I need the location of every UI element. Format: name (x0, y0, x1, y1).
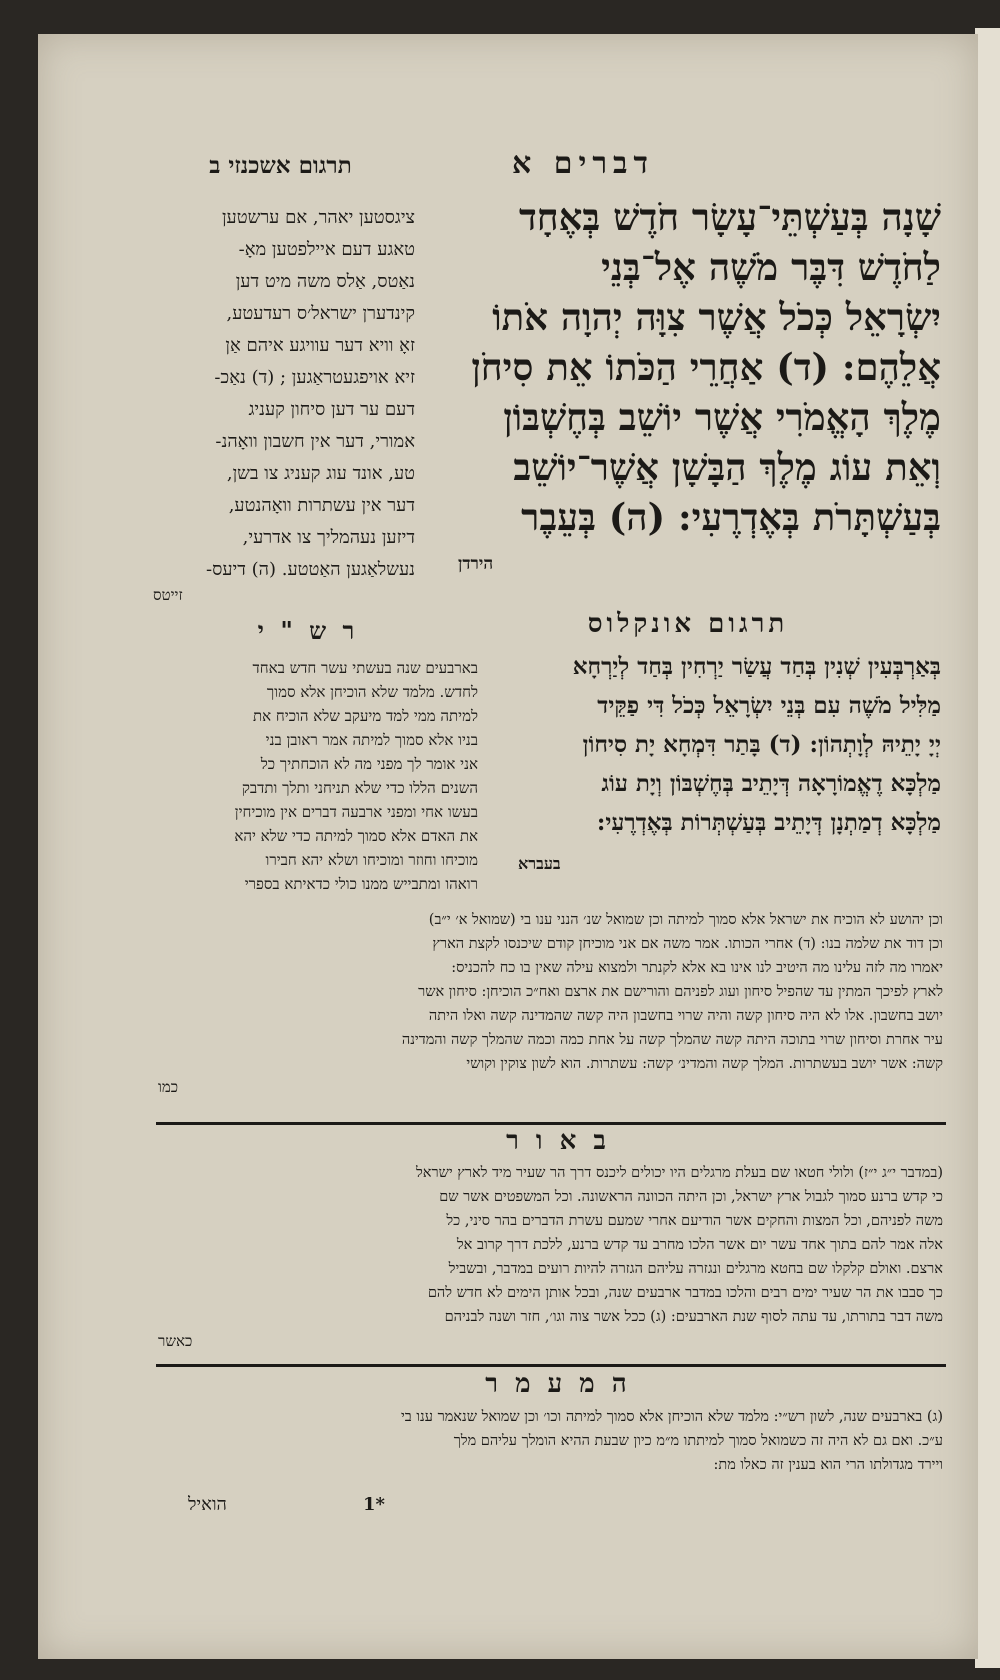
rashi-line: לחדש. מלמד שלא הוכיחן אלא סמוך (266, 683, 478, 701)
translation-line: ציגסטען יאהר, אם ערשטען (221, 207, 415, 228)
translation-line: טע, אונד עוג קעניג צו בשן, (226, 463, 415, 484)
biur-line: משה לפניהם, וכל המצות והחקים אשר הודיעם אחרי שמעם עשרת הדברים בהר סיני, כל (446, 1213, 943, 1229)
biur-line: ארצם. ואולם קלקלו שם בחטא מרגלים ונגזרה עליהם הגזרה להיות רועים במדבר, ובשביל (448, 1261, 943, 1277)
rashi-full-line: עיר אחרת וסיחון שרוי בתוכה היתה קשה שהמלך קשה על אחת כמה וכמה שהמלך קשה והמדינה (401, 1032, 943, 1048)
torah-line: וְאֵת עוֹג מֶלֶךְ הַבָּשָׁן אֲשֶׁר־יוֹשֵׁב (513, 445, 941, 489)
rashi-line: למיתה ממי למד מיעקב שלא הוכיח את (252, 707, 478, 725)
torah-catchword: הירדן (458, 554, 494, 574)
rashi-full-line: וכן יהושע לא הוכיח את ישראל אלא סמוך למיתה וכן שמואל שנ׳ הנני ענו בי (שמואל א׳ י״ב) (428, 912, 943, 928)
rashi-line: בעשו אחי ומפני ארבעה דברים אין מוכיחין (234, 803, 478, 821)
rashi-line: את האדם אלא סמוך למיתה כדי שלא יהא (234, 827, 478, 845)
rashi-full-line: לארץ לפיכך המתין עד שהפיל סיחון ועוג לפניהם והורישם את ארצם ואח״כ הוכיחן: סיחון אשר (418, 984, 943, 1000)
hameamer-title: ה מ ע מ ר (485, 1369, 631, 1399)
translation-line: קינדערן ישראל׳ס רעדעטע, (226, 303, 415, 324)
translation-line: זאָ וויא דער עוויגע איהם אַן (225, 335, 415, 356)
signature-mark: 1* (363, 1494, 385, 1515)
section-divider (156, 1364, 946, 1367)
translation-line: טאגע דעם איילפטען מאָ- (238, 239, 415, 260)
translation-line: זיא אויפגעטראַגען ; (ד) נאַכ- (214, 367, 415, 388)
torah-line: לַחֹדֶשׁ דִּבֶּר מֹשֶׁה אֶל־בְּנֵי (601, 245, 941, 289)
biur-catchword: כאשר (158, 1332, 193, 1350)
torah-line: בְּעַשְׁתָּרֹת בְּאֶדְרֶעִי: (ה) בְּעֵבֶר (521, 495, 941, 539)
torah-line: יִשְׂרָאֵל כְּכֹל אֲשֶׁר צִוָּה יְהוָה אֹתוֹ (492, 295, 941, 339)
hameamer-line: ויירד מגדולתו הרי הוא בענין זה כאלו מת: (713, 1457, 943, 1473)
translation-line: נעשלאַגען האַטטע. (ה) דיעס- (206, 559, 415, 580)
onkelos-line: מַלְכָּא דֶאֱמוֹרָאָה דְּיָתֵיב בְּחֶשְׁבּוֹן וְיָת עוֹג (601, 770, 941, 797)
book-page (38, 34, 978, 1659)
rashi-full-line: יאמרו מה לזה עלינו מה היטיב לנו אינו בא אלא לקנתר ולמצוא עילה שאין בו כח להכניס: (451, 960, 943, 976)
rashi-full-line: וכן דוד את שלמה בנו: (ד) אחרי הכותו. אמר משה אם אני מוכיחן קודם שיכנסו לקצת הארץ (432, 936, 943, 952)
section-divider (156, 1122, 946, 1125)
biur-line: כך סבבו את הר שעיר ימים רבים והלכו במדבר ארבעים שנה, ובכל אותן הימים לא חדש להם (427, 1285, 943, 1301)
onkelos-line: בְּאַרְבְּעִין שְׁנִין בְּחַד עֲשַׂר יַרְחִין בְּחַד לְיַרְחָא (572, 653, 941, 680)
onkelos-line: מַלְכָּא דְמַתְנָן דְּיָתֵיב בְּעַשְׁתְּרוֹת בְּאֶדְרֶעִי: (596, 809, 941, 836)
translation-line: דעם ער דען סיחון קעניג (248, 399, 415, 420)
biur-line: משה דבר בתורתו, עד עתה לסוף שנת הארבעים: (ג) ככל אשר צוה וגו׳, חזר ושנה לבניהם (444, 1309, 943, 1325)
translation-line: דיזען נעהמליך צו אדרעי, (242, 527, 415, 548)
rashi-catchword: כמו (158, 1078, 179, 1096)
torah-line: מֶלֶךְ הָאֱמֹרִי אֲשֶׁר יוֹשֵׁב בְּחֶשְׁבּוֹן (503, 395, 941, 439)
onkelos-title: תרגום אונקלוס (587, 609, 789, 639)
footer-catchword: הואיל (188, 1494, 227, 1515)
hameamer-line: (ג) בארבעים שנה, לשון רש״י: מלמד שלא הוכיחן אלא סמוך למיתה וכו׳ וכן שמואל שנאמר ענו בי (400, 1409, 943, 1425)
biur-line: אלה אמר להם בתוך אחד עשר יום אשר הלכו מחרב עד קדש ברנע, ללכת דרך קרוב אל (456, 1237, 943, 1253)
onkelos-line: יְיָ יָתֵיהּ לְוָתְהוֹן: (ד) בָּתַר דִּמְחָא יָת סִיחוֹן (582, 731, 941, 758)
rashi-full-line: יושב בחשבון. אלו לא היה סיחון קשה והיה שרוי בחשבון היה קשה שהמדינה קשה ואלו היתה (428, 1008, 943, 1024)
page-header-main: דברים א (512, 146, 654, 181)
biur-title: ב א ו ר (506, 1126, 610, 1156)
onkelos-catchword: בעברא (518, 854, 561, 873)
translation-line: אמורי, דער אין חשבון וואָהנ- (215, 431, 415, 452)
hameamer-line: ע״כ. ואם גם לא היה זה כשמואל סמוך למיתתו מ״מ כיון שבעת ההיא הומלך עליהם מלך (453, 1433, 943, 1449)
rashi-line: בניו אלא סמוך למיתה אמר ראובן בני (265, 731, 478, 749)
translation-catchword: זייטס (153, 586, 183, 604)
biur-line: כי קדש ברנע סמוך לגבול ארץ ישראל, וכן היתה הכוונה הראשונה. וכל המשפטים אשר שם (439, 1189, 943, 1205)
rashi-line: מוכיחו וחוזר ומוכיחו ושלא יהא חבירו (265, 851, 478, 869)
rashi-line: השנים הללו כדי שלא תניחני ותלך ותדבק (241, 779, 478, 797)
translation-line: דער אין עשתרות וואָהנטע, (228, 495, 415, 516)
rashi-title: ר ש " י (257, 616, 359, 645)
rashi-line: בארבעים שנה בעשתי עשר חדש באחד (252, 659, 478, 677)
rashi-line: רואהו ומתבייש ממנו כולי כדאיתא בספרי (244, 875, 478, 893)
page-header-translation: תרגום אשכנזי ב (209, 152, 352, 179)
rashi-line: אני אומר לך מפני מה לא הוכחתיך כל (260, 755, 478, 773)
torah-line: שָׁנָה בְּעַשְׁתֵּי־עָשָׂר חֹדֶשׁ בְּאֶחָד (518, 195, 941, 239)
onkelos-line: מַלִּיל מֹשֶׁה עִם בְּנֵי יִשְׂרָאֵל כְּכֹל דִּי פַקֵּיד (597, 692, 941, 719)
translation-line: נאַטס, אַלס משה מיט דען (235, 271, 415, 292)
rashi-full-line: קשה: אשר יושב בעשתרות. המלך קשה והמדינ׳ קשה: עשתרות. הוא לשון צוקין וקושי (466, 1056, 943, 1072)
biur-line: (במדבר י״ג י״ז) ולולי חטאו שם בעלת מרגלים היו יכולים ליכנס דרך הר שעיר מיד לארץ ישראל (416, 1165, 943, 1181)
adjacent-page-edge (975, 28, 1000, 1668)
torah-line: אֲלֵהֶם: (ד) אַחֲרֵי הַכֹּתוֹ אֵת סִיחֹן (471, 345, 941, 389)
